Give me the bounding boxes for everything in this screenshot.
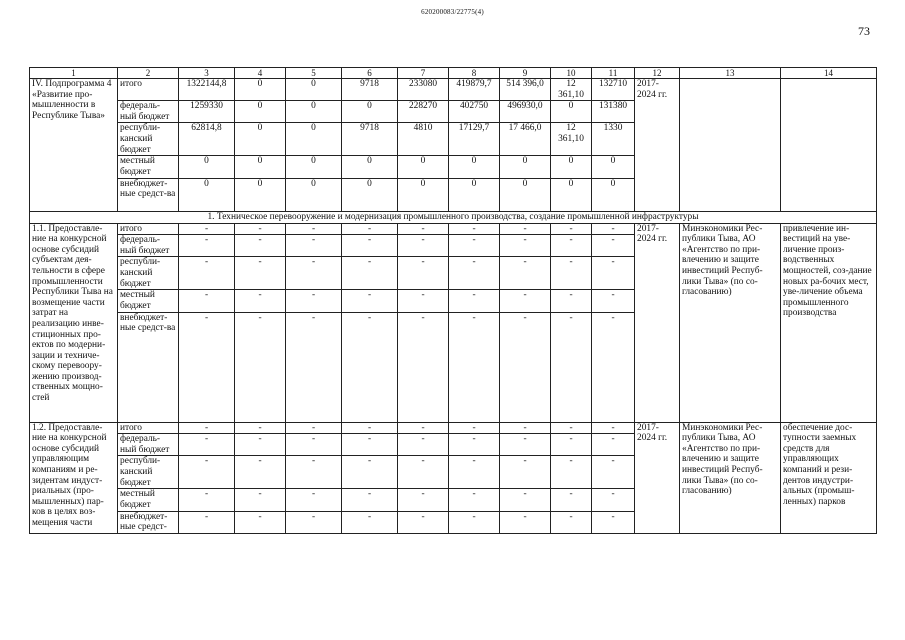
value-cell: -: [179, 223, 235, 235]
value-cell: 0: [286, 156, 342, 178]
column-header-5: 5: [286, 68, 342, 79]
value-cell: 419879,7: [449, 79, 500, 101]
value-cell: 0: [342, 156, 398, 178]
value-cell: 12 361,10: [551, 123, 592, 156]
funding-source: итого: [118, 422, 179, 434]
funding-source: федераль-ный бюджет: [118, 101, 179, 123]
value-cell: 0: [449, 178, 500, 211]
value-cell: 1322144,8: [179, 79, 235, 101]
value-cell: -: [500, 290, 551, 312]
value-cell: 0: [286, 123, 342, 156]
value-cell: -: [179, 422, 235, 434]
value-cell: -: [551, 489, 592, 511]
value-cell: -: [592, 511, 635, 533]
table-row: [30, 422, 877, 434]
value-cell: -: [342, 511, 398, 533]
value-cell: -: [449, 489, 500, 511]
value-cell: -: [449, 223, 500, 235]
value-cell: -: [342, 434, 398, 456]
value-cell: -: [179, 434, 235, 456]
value-cell: -: [235, 511, 286, 533]
value-cell: 9718: [342, 123, 398, 156]
value-cell: 0: [592, 178, 635, 211]
measure-1-1-executor: Минэкономики Рес-публики Тыва, АО «Агентство по при-влечению и защите инвестиций Респуб-лики Тыва» (по со-гласованию): [680, 223, 781, 422]
value-cell: -: [286, 312, 342, 422]
funding-source: внебюджет-ные средст-: [118, 511, 179, 533]
column-header-9: 9: [500, 68, 551, 79]
program-period: 2017-2024 гг.: [635, 79, 680, 212]
value-cell: 0: [235, 156, 286, 178]
document-id: 620200083/22775(4): [421, 8, 484, 16]
value-cell: 0: [235, 79, 286, 101]
value-cell: -: [179, 489, 235, 511]
value-cell: -: [179, 511, 235, 533]
value-cell: -: [449, 511, 500, 533]
column-header-14: 14: [781, 68, 877, 79]
funding-source: республи-канский бюджет: [118, 123, 179, 156]
column-header-4: 4: [235, 68, 286, 79]
value-cell: -: [235, 257, 286, 290]
value-cell: -: [551, 290, 592, 312]
value-cell: -: [398, 312, 449, 422]
value-cell: -: [398, 257, 449, 290]
value-cell: -: [179, 312, 235, 422]
value-cell: 132710: [592, 79, 635, 101]
funding-source: внебюджет-ные средст-ва: [118, 178, 179, 211]
measure-1-2-result: обеспечение дос-тупности заемных средств для управляющих компаний и рези-дентов индустри-альных (промыш-ленных) парков: [781, 422, 877, 533]
value-cell: -: [592, 422, 635, 434]
value-cell: 0: [592, 156, 635, 178]
funding-source: республи-канский бюджет: [118, 456, 179, 489]
value-cell: 496930,0: [500, 101, 551, 123]
value-cell: -: [398, 290, 449, 312]
value-cell: 0: [500, 156, 551, 178]
table-row: [30, 79, 877, 101]
value-cell: -: [235, 456, 286, 489]
value-cell: 0: [551, 156, 592, 178]
value-cell: 0: [551, 101, 592, 123]
value-cell: -: [235, 422, 286, 434]
value-cell: -: [398, 235, 449, 257]
funding-source: итого: [118, 223, 179, 235]
column-header-13: 13: [680, 68, 781, 79]
value-cell: -: [449, 290, 500, 312]
value-cell: 12 361,10: [551, 79, 592, 101]
value-cell: -: [342, 312, 398, 422]
column-header-8: 8: [449, 68, 500, 79]
table-row: [30, 223, 877, 235]
value-cell: -: [592, 312, 635, 422]
funding-source: федераль-ный бюджет: [118, 434, 179, 456]
value-cell: -: [235, 290, 286, 312]
funding-source: местный бюджет: [118, 290, 179, 312]
value-cell: 0: [342, 101, 398, 123]
value-cell: -: [398, 456, 449, 489]
value-cell: 4810: [398, 123, 449, 156]
value-cell: -: [179, 235, 235, 257]
value-cell: 0: [342, 178, 398, 211]
value-cell: 0: [449, 156, 500, 178]
value-cell: -: [551, 223, 592, 235]
value-cell: -: [286, 223, 342, 235]
value-cell: -: [342, 257, 398, 290]
value-cell: -: [500, 422, 551, 434]
value-cell: 0: [179, 156, 235, 178]
value-cell: -: [286, 489, 342, 511]
value-cell: 131380: [592, 101, 635, 123]
value-cell: -: [551, 312, 592, 422]
column-header-3: 3: [179, 68, 235, 79]
value-cell: -: [179, 290, 235, 312]
funding-source: местный бюджет: [118, 156, 179, 178]
value-cell: -: [500, 434, 551, 456]
value-cell: -: [286, 511, 342, 533]
value-cell: -: [398, 489, 449, 511]
value-cell: -: [342, 223, 398, 235]
funding-source: внебюджет-ные средст-ва: [118, 312, 179, 422]
value-cell: 0: [286, 79, 342, 101]
value-cell: -: [592, 456, 635, 489]
value-cell: 402750: [449, 101, 500, 123]
value-cell: -: [286, 422, 342, 434]
value-cell: 0: [398, 156, 449, 178]
value-cell: -: [500, 489, 551, 511]
value-cell: -: [286, 456, 342, 489]
value-cell: -: [500, 511, 551, 533]
value-cell: -: [551, 434, 592, 456]
value-cell: -: [235, 312, 286, 422]
value-cell: -: [551, 422, 592, 434]
value-cell: 1330: [592, 123, 635, 156]
value-cell: 0: [235, 178, 286, 211]
value-cell: -: [179, 257, 235, 290]
measure-1-1-name: 1.1. Предоставле-ние на конкурсной основе субсидий субъектам дея-тельности в сфере промышленности Республики Тыва на возмещение части затрат на реализацию инве-стиционных про-ектов по модерни-зации и техниче-скому перевоору-жению производ-ственных мощно-стей: [30, 223, 118, 422]
value-cell: -: [235, 223, 286, 235]
value-cell: -: [592, 223, 635, 235]
value-cell: -: [551, 235, 592, 257]
measure-1-2-period: 2017-2024 гг.: [635, 422, 680, 533]
value-cell: -: [500, 312, 551, 422]
value-cell: -: [286, 257, 342, 290]
value-cell: 0: [179, 178, 235, 211]
value-cell: -: [592, 434, 635, 456]
measure-1-1-period: 2017-2024 гг.: [635, 223, 680, 422]
value-cell: -: [235, 434, 286, 456]
value-cell: 514 396,0: [500, 79, 551, 101]
column-header-10: 10: [551, 68, 592, 79]
value-cell: 0: [398, 178, 449, 211]
funding-source: федераль-ный бюджет: [118, 235, 179, 257]
value-cell: 17129,7: [449, 123, 500, 156]
value-cell: -: [286, 290, 342, 312]
value-cell: -: [398, 422, 449, 434]
value-cell: 0: [235, 123, 286, 156]
value-cell: -: [398, 434, 449, 456]
value-cell: -: [551, 257, 592, 290]
program-executor: [680, 79, 781, 212]
value-cell: 0: [286, 178, 342, 211]
value-cell: -: [500, 257, 551, 290]
value-cell: -: [449, 235, 500, 257]
value-cell: 0: [235, 101, 286, 123]
value-cell: -: [500, 223, 551, 235]
funding-source: республи-канский бюджет: [118, 257, 179, 290]
measure-1-1-result: привлечение ин-вестиций на уве-личение произ-водственных мощностей, соз-дание новых ра-бочих мест, уве-личение объема промышленного производства: [781, 223, 877, 422]
value-cell: -: [592, 257, 635, 290]
value-cell: -: [551, 511, 592, 533]
program-table: [29, 67, 877, 534]
value-cell: 1259330: [179, 101, 235, 123]
value-cell: -: [449, 312, 500, 422]
value-cell: 0: [500, 178, 551, 211]
value-cell: -: [398, 511, 449, 533]
value-cell: -: [286, 235, 342, 257]
program-name: IV. Подпрограмма 4 «Развитие про-мышленности в Республике Тыва»: [30, 79, 118, 212]
value-cell: 62814,8: [179, 123, 235, 156]
value-cell: -: [179, 456, 235, 489]
value-cell: -: [398, 223, 449, 235]
value-cell: 228270: [398, 101, 449, 123]
value-cell: -: [342, 456, 398, 489]
value-cell: 9718: [342, 79, 398, 101]
value-cell: -: [592, 290, 635, 312]
value-cell: -: [551, 456, 592, 489]
column-header-6: 6: [342, 68, 398, 79]
value-cell: -: [449, 422, 500, 434]
value-cell: -: [235, 235, 286, 257]
value-cell: -: [500, 456, 551, 489]
value-cell: -: [449, 257, 500, 290]
value-cell: -: [342, 422, 398, 434]
funding-source: итого: [118, 79, 179, 101]
value-cell: -: [342, 235, 398, 257]
value-cell: -: [500, 235, 551, 257]
value-cell: -: [342, 290, 398, 312]
value-cell: 0: [551, 178, 592, 211]
section-title: 1. Техническое перевооружение и модернизация промышленного производства, создание промышленной инфраструктуры: [30, 211, 877, 223]
column-header-7: 7: [398, 68, 449, 79]
measure-1-2-executor: Минэкономики Рес-публики Тыва, АО «Агентство по при-влечению и защите инвестиций Респуб-лики Тыва» (по со-гласованию): [680, 422, 781, 533]
value-cell: 17 466,0: [500, 123, 551, 156]
page-number: 73: [858, 24, 870, 38]
value-cell: -: [342, 489, 398, 511]
measure-1-2-name: 1.2. Предоставле-ние на конкурсной основе субсидий управляющим компаниям и ре-зидентам индуст-риальных (про-мышленных) пар-ков в целях воз-мещения части: [30, 422, 118, 533]
value-cell: -: [592, 489, 635, 511]
column-header-1: 1: [30, 68, 118, 79]
value-cell: 0: [286, 101, 342, 123]
program-result: [781, 79, 877, 212]
column-header-12: 12: [635, 68, 680, 79]
column-header-11: 11: [592, 68, 635, 79]
value-cell: -: [286, 434, 342, 456]
value-cell: -: [449, 434, 500, 456]
value-cell: -: [592, 235, 635, 257]
value-cell: -: [449, 456, 500, 489]
funding-source: местный бюджет: [118, 489, 179, 511]
value-cell: -: [235, 489, 286, 511]
value-cell: 233080: [398, 79, 449, 101]
column-header-2: 2: [118, 68, 179, 79]
